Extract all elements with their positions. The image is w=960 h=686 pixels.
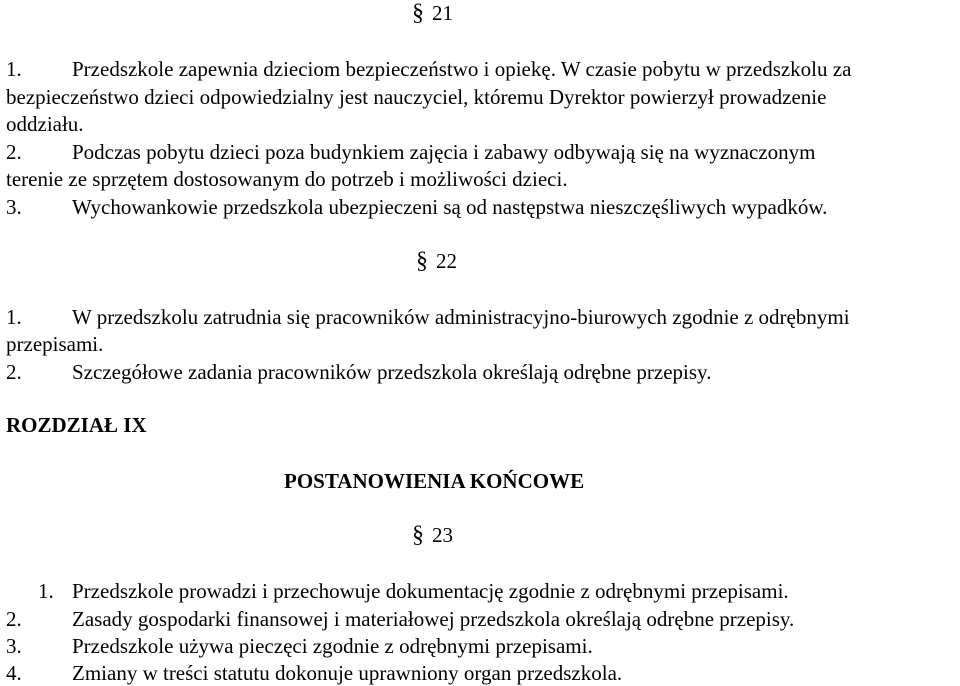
item-number: 1. bbox=[6, 305, 22, 329]
section-number: 23 bbox=[432, 523, 453, 547]
paragraph-line: bezpieczeństwo dzieci odpowiedzialny jest nauczyciel, któremu Dyrektor powierzył prowadzenie bbox=[6, 85, 827, 109]
item-text: W przedszkolu zatrudnia się pracowników administracyjno-biurowych zgodnie z odrębnymi bbox=[72, 305, 850, 329]
paragraph-line: terenie ze sprzętem dostosowanym do potrzeb i możliwości dzieci. bbox=[6, 167, 568, 191]
section-22-heading bbox=[416, 248, 457, 274]
chapter-title: ROZDZIAŁ IX bbox=[6, 413, 147, 437]
item-number: 3. bbox=[6, 195, 22, 219]
section-sign: § bbox=[412, 0, 424, 26]
list-item bbox=[6, 606, 794, 632]
list-item bbox=[6, 578, 789, 604]
item-text: Przedszkole używa pieczęci zgodnie z odrębnymi przepisami. bbox=[72, 634, 593, 658]
paragraph-line: przepisami. bbox=[6, 332, 104, 356]
paragraph-line bbox=[6, 304, 850, 330]
item-number: 4. bbox=[6, 661, 22, 685]
paragraph-line bbox=[6, 194, 827, 220]
section-21-heading bbox=[412, 0, 453, 26]
item-number: 3. bbox=[6, 634, 22, 658]
item-text: Zmiany w treści statutu dokonuje uprawniony organ przedszkola. bbox=[72, 661, 623, 685]
item-number: 1. bbox=[38, 579, 54, 603]
section-number: 21 bbox=[432, 1, 453, 25]
item-text: Przedszkole prowadzi i przechowuje dokumentację zgodnie z odrębnymi przepisami. bbox=[72, 579, 789, 603]
item-text: Szczegółowe zadania pracowników przedszkola określają odrębne przepisy. bbox=[72, 360, 712, 384]
paragraph-line bbox=[6, 56, 851, 82]
paragraph-line bbox=[6, 139, 815, 165]
section-23-heading bbox=[412, 522, 453, 548]
item-text: Przedszkole zapewnia dzieciom bezpieczeństwo i opiekę. W czasie pobytu w przedszkolu za bbox=[72, 57, 852, 81]
list-item bbox=[6, 633, 593, 659]
item-number: 2. bbox=[6, 607, 22, 631]
item-number: 1. bbox=[6, 57, 22, 81]
paragraph-line: oddziału. bbox=[6, 112, 84, 136]
section-sign: § bbox=[412, 522, 424, 548]
paragraph-line bbox=[6, 359, 711, 385]
section-sign: § bbox=[416, 248, 428, 274]
item-number: 2. bbox=[6, 140, 22, 164]
item-text: Zasady gospodarki finansowej i materiałowej przedszkola określają odrębne przepisy. bbox=[72, 607, 795, 631]
item-number: 2. bbox=[6, 360, 22, 384]
item-text: Podczas pobytu dzieci poza budynkiem zajęcia i zabawy odbywają się na wyznaczonym bbox=[72, 140, 816, 164]
chapter-subtitle: POSTANOWIENIA KOŃCOWE bbox=[284, 469, 585, 493]
section-number: 22 bbox=[436, 249, 457, 273]
item-text: Wychowankowie przedszkola ubezpieczeni są od następstwa nieszczęśliwych wypadków. bbox=[72, 195, 828, 219]
list-item bbox=[6, 660, 622, 686]
